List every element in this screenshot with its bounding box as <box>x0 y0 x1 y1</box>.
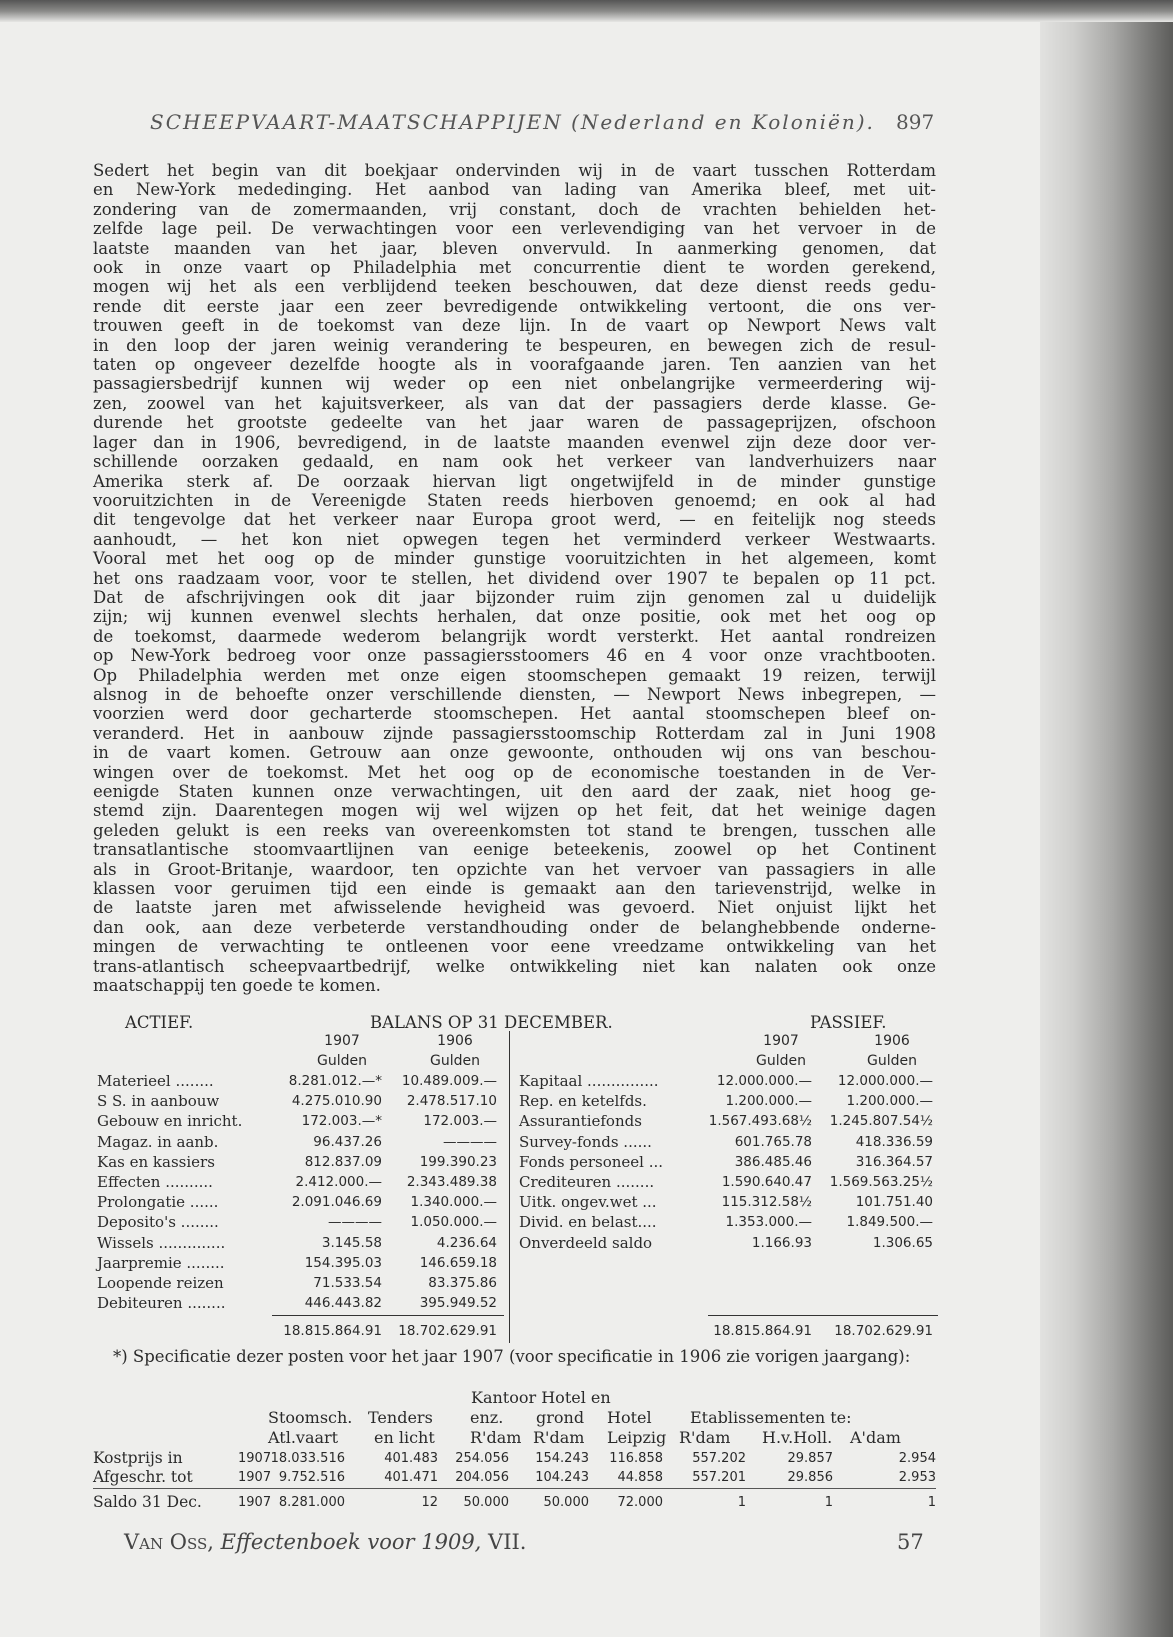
specificatie-cell: 50.000 <box>543 1495 589 1510</box>
passief-item-label: Crediteuren ........ <box>519 1172 655 1191</box>
paragraph-line: ook in onze vaart op Philadelphia met concurrentie dient te worden gerekend, <box>93 258 936 278</box>
kantoor-header: Kantoor Hotel en <box>471 1388 611 1407</box>
passief-label: PASSIEF. <box>810 1013 887 1032</box>
actief-value-1906: 2.343.489.38 <box>406 1173 497 1190</box>
specificatie-cell: 8.281.000 <box>278 1495 345 1510</box>
specificatie-header: Etablissementen te: <box>690 1408 852 1427</box>
paragraph-line: Vooral met het oog op de minder gunstige vooruitzichten in het algemeen, komt <box>93 549 936 569</box>
specificatie-cell: 557.201 <box>692 1470 746 1485</box>
passief-value-1907: 12.000.000.— <box>716 1073 812 1089</box>
actief-value-1907: 2.091.046.69 <box>291 1194 382 1211</box>
paragraph-line: wingen over de toekomst. Met het oog op de economische toestanden in de Ver- <box>93 762 936 782</box>
specificatie-header: Tenders <box>368 1408 433 1427</box>
actief-item-label: S S. in aanbouw <box>97 1092 220 1111</box>
body-paragraph <box>93 161 936 995</box>
actief-item-label: Wissels .............. <box>97 1233 226 1252</box>
specificatie-subheader: R'dam <box>679 1428 731 1447</box>
actief-item-label: Effecten .......... <box>97 1172 213 1191</box>
balans-divider <box>509 1031 510 1343</box>
specificatie-cell: 1 <box>737 1495 746 1510</box>
actief-value-1907: 3.145.58 <box>321 1234 382 1251</box>
specificatie-header: Stoomsch. <box>268 1408 353 1427</box>
actief-value-1907: 8.281.012.—* <box>288 1073 382 1089</box>
specificatie-subheader: en licht <box>374 1428 435 1447</box>
paragraph-line: lager dan in 1906, bevredigend, in de laatste maanden evenwel zijn deze door ver- <box>93 432 936 452</box>
paragraph-line: zen, zoowel van het kajuitsverkeer, als van dat der passagiers derde klasse. Ge- <box>93 393 936 413</box>
specificatie-cell: 29.856 <box>787 1470 833 1485</box>
actief-value-1906: 10.489.009.— <box>401 1073 497 1089</box>
specificatie-cell: 254.056 <box>455 1451 509 1466</box>
specificatie-header: enz. <box>470 1408 504 1427</box>
paragraph-line: dan ook, aan deze verbeterde verstandhouding onder de belanghebbende onderne- <box>93 917 936 937</box>
actief-item-label: Jaarpremie ........ <box>97 1253 225 1272</box>
specificatie-subheader: A'dam <box>850 1428 901 1447</box>
paragraph-line: mingen de verwachting te ontleenen voor eene vreedzame ontwikkeling van het <box>93 937 936 957</box>
actief-value-1906: 395.949.52 <box>419 1295 497 1312</box>
passief-item-label: Fonds personeel ... <box>519 1152 664 1171</box>
specificatie-subheader: R'dam <box>470 1428 522 1447</box>
specificatie-row-label: Afgeschr. tot <box>93 1468 193 1486</box>
specificatie-header: Hotel <box>607 1408 652 1427</box>
specificatie-cell: 29.857 <box>787 1451 833 1466</box>
specificatie-note: *) Specificatie dezer posten voor het jaar 1907 (voor specificatie in 1906 zie vorigen jaargang): <box>113 1347 911 1366</box>
paragraph-line: mogen wij het als een verblijdend teeken beschouwen, dat deze dienst reeds gedu- <box>93 277 936 297</box>
actief-value-1906: 2.478.517.10 <box>406 1093 497 1110</box>
paragraph-line: en New-York mededinging. Het aanbod van lading van Amerika bleef, met uit- <box>93 180 936 200</box>
passief-value-1906: 101.751.40 <box>855 1194 933 1211</box>
page-number: 897 <box>896 110 935 134</box>
footer-author: Van Oss, <box>124 1530 214 1554</box>
page-footer <box>124 1530 526 1554</box>
actief-year-1906: 1906 <box>437 1033 473 1049</box>
specificatie-subheader: Atl.vaart <box>268 1428 339 1447</box>
footer-volume: VII. <box>488 1530 527 1554</box>
actief-value-1906: 146.659.18 <box>419 1254 497 1271</box>
specificatie-row-label: Kostprijs in <box>93 1449 183 1467</box>
page-top-shadow <box>0 0 1173 22</box>
specificatie-subheader: H.v.Holl. <box>762 1428 833 1447</box>
specificatie-cell: 9.752.516 <box>278 1470 345 1485</box>
actief-item-label: Deposito's ........ <box>97 1213 219 1232</box>
actief-value-1906: 1.050.000.— <box>410 1214 497 1231</box>
paragraph-line: de laatste jaren met afwisselende hevigheid was gevoerd. Niet onjuist lijkt het <box>93 898 936 918</box>
specificatie-subheader: Leipzig <box>607 1428 667 1447</box>
actief-value-1907: 2.412.000.— <box>295 1173 382 1190</box>
paragraph-line: Sedert het begin van dit boekjaar ondervinden wij in de vaart tusschen Rotterdam <box>93 161 936 180</box>
paragraph-line: aanhoudt, — het kon niet opwegen tegen het verminderd verkeer Westwaarts. <box>93 529 936 549</box>
specificatie-cell: 2.953 <box>898 1470 936 1485</box>
actief-item-label: Prolongatie ...... <box>97 1193 219 1212</box>
paragraph-line: laatste maanden van het jaar, bleven onvervuld. In aanmerking genomen, dat <box>93 238 936 258</box>
actief-value-1906: 4.236.64 <box>436 1234 497 1251</box>
specificatie-cell: 154.243 <box>535 1451 589 1466</box>
passief-item-label: Kapitaal ............... <box>519 1072 659 1090</box>
passief-item-label: Survey-fonds ...... <box>519 1132 652 1151</box>
specificatie-row-year: 1907 <box>238 1451 272 1466</box>
paragraph-line: vooruitzichten in de Vereenigde Staten reeds hierboven genoemd; en ook al had <box>93 490 936 510</box>
actief-total-1907: 18.815.864.91 <box>283 1323 382 1339</box>
specificatie-cell: 1 <box>824 1495 833 1510</box>
passief-value-1907: 1.353.000.— <box>725 1214 812 1231</box>
passief-item-label: Rep. en ketelfds. <box>519 1092 647 1111</box>
actief-value-1907: 446.443.82 <box>304 1295 382 1312</box>
paragraph-line: dit tengevolge dat het verkeer naar Europa groot werd, — en feitelijk nog steeds <box>93 510 936 530</box>
paragraph-line: zondering van de zomermaanden, vrij constant, doch de vrachten behielden het- <box>93 199 936 219</box>
paragraph-line: de toekomst, daarmede wederom belangrijk wordt versterkt. Het aantal rondreizen <box>93 626 936 646</box>
running-head: SCHEEPVAART-MAATSCHAPPIJEN (Nederland en Koloniën). <box>150 110 875 134</box>
paragraph-line: Op Philadelphia werden met onze eigen stoomschepen gemaakt 19 reizen, terwijl <box>93 665 936 685</box>
paragraph-line: taten op ongeveer dezelfde hoogte als in voorafgaande jaren. Ten aanzien van het <box>93 355 936 375</box>
specificatie-header: grond <box>536 1408 585 1427</box>
passief-value-1907: 601.765.78 <box>734 1133 812 1150</box>
paragraph-line: stemd zijn. Daarentegen mogen wij wel wijzen op het feit, dat het weinige dagen <box>93 801 936 821</box>
passief-value-1906: 1.306.65 <box>872 1234 933 1251</box>
book-edge <box>1040 0 1173 1637</box>
passief-item-label: Divid. en belast.... <box>519 1213 657 1232</box>
specificatie-cell: 1 <box>927 1495 936 1510</box>
passief-value-1906: 1.200.000.— <box>846 1093 933 1110</box>
passief-currency-1907: Gulden <box>756 1053 806 1070</box>
passief-year-1906: 1906 <box>874 1033 910 1049</box>
paragraph-line: durende het grootste gedeelte van het jaar waren de passageprijzen, ofschoon <box>93 413 936 433</box>
passief-value-1907: 386.485.46 <box>734 1153 812 1170</box>
passief-currency-1906: Gulden <box>867 1053 917 1070</box>
actief-year-1907: 1907 <box>324 1033 360 1049</box>
paragraph-line: passagiersbedrijf kunnen wij weder op een niet onbelangrijke vermeerdering wij- <box>93 374 936 394</box>
paragraph-line: in de vaart komen. Getrouw aan onze gewoonte, onthouden wij ons van beschou- <box>93 743 936 763</box>
passief-values-1907 <box>695 1071 812 1253</box>
specificatie-cell: 2.954 <box>898 1451 936 1466</box>
actief-value-1906: 83.375.86 <box>428 1274 497 1291</box>
paragraph-line: klassen voor geruimen tijd een einde is gemaakt aan den tarievenstrijd, welke in <box>93 879 936 899</box>
passief-item-label: Onverdeeld saldo <box>519 1233 653 1252</box>
passief-value-1907: 1.166.93 <box>751 1234 812 1251</box>
specificatie-cell: 204.056 <box>455 1470 509 1485</box>
actief-item-label: Magaz. in aanb. <box>97 1132 219 1151</box>
specificatie-cell: 72.000 <box>617 1495 663 1510</box>
paragraph-line: geleden gelukt is een reeks van overeenkomsten tot stand te brengen, tusschen alle <box>93 820 936 840</box>
actief-value-1906: 172.003.— <box>423 1113 497 1130</box>
paragraph-line: als in Groot-Britanje, waardoor, ten opzichte van het vervoer van passagiers in alle <box>93 859 936 879</box>
actief-value-1907: ———— <box>328 1214 382 1231</box>
passief-value-1906: 1.849.500.— <box>846 1214 933 1231</box>
paragraph-line: rende dit eerste jaar een zeer bevredigende ontwikkeling vertoont, die ons ver- <box>93 296 936 316</box>
actief-value-1907: 172.003.—* <box>301 1113 382 1130</box>
paragraph-line: trouwen geeft in de toekomst van deze lijn. In de vaart op Newport News valt <box>93 316 936 336</box>
actief-value-1907: 812.837.09 <box>304 1153 382 1170</box>
passief-year-1907: 1907 <box>763 1033 799 1049</box>
paragraph-line: zijn; wij kunnen evenwel slechts herhalen, dat onze positie, ook met het oog op <box>93 607 936 627</box>
actief-values-1907 <box>270 1071 382 1313</box>
actief-total-rule <box>272 1315 504 1316</box>
passief-item-label: Uitk. ongev.wet ... <box>519 1193 657 1212</box>
passief-value-1907: 115.312.58½ <box>721 1194 812 1211</box>
actief-labels <box>97 1071 277 1313</box>
paragraph-line: veranderd. Het in aanbouw zijnde passagiersstoomschip Rotterdam zal in Juni 1908 <box>93 723 936 743</box>
actief-item-label: Debiteuren ........ <box>97 1294 226 1313</box>
actief-item-label: Kas en kassiers <box>97 1152 215 1171</box>
paragraph-line: Amerika sterk af. De oorzaak hiervan ligt ongetwijfeld in de minder gunstige <box>93 471 936 491</box>
actief-currency-1907: Gulden <box>317 1053 367 1070</box>
specificatie-row-label: Saldo 31 Dec. <box>93 1493 202 1511</box>
specificatie-cell: 104.243 <box>535 1470 589 1485</box>
specificatie-subheader: R'dam <box>533 1428 585 1447</box>
specificatie-row-year: 1907 <box>238 1470 272 1485</box>
specificatie-cell: 18.033.516 <box>270 1451 345 1466</box>
actief-value-1906: 1.340.000.— <box>410 1194 497 1211</box>
passief-item-label: Assurantiefonds <box>519 1112 642 1131</box>
paragraph-line: Dat de afschrijvingen ook dit jaar bijzonder ruim zijn genomen zal u duidelijk <box>93 587 936 607</box>
footer-page-number: 57 <box>897 1530 924 1554</box>
actief-item-label: Materieel ........ <box>97 1072 214 1090</box>
specificatie-cell: 44.858 <box>617 1470 663 1485</box>
paragraph-line: voorzien werd door gecharterde stoomschepen. Het aantal stoomschepen bleef on- <box>93 704 936 724</box>
passief-value-1906: 1.245.807.54½ <box>829 1113 933 1130</box>
paragraph-line: schillende oorzaken gedaald, en nam ook het verkeer van landverhuizers naar <box>93 452 936 472</box>
paragraph-line: het ons raadzaam voor, voor te stellen, het dividend over 1907 te bepalen op 11 pct. <box>93 568 936 588</box>
actief-value-1906: 199.390.23 <box>419 1153 497 1170</box>
specificatie-cell: 50.000 <box>463 1495 509 1510</box>
specificatie-row-year: 1907 <box>238 1495 272 1510</box>
paragraph-line: transatlantische stoomvaartlijnen van eenige beteekenis, zoowel op het Continent <box>93 840 936 860</box>
balans-title: BALANS OP 31 DECEMBER. <box>370 1013 613 1032</box>
specificatie-cell: 401.483 <box>384 1451 438 1466</box>
paragraph-line: eenigde Staten kunnen onze verwachtingen, uit den aard der zaak, niet hoog ge- <box>93 782 936 801</box>
specificatie-cell: 401.471 <box>384 1470 438 1485</box>
passief-total-1907: 18.815.864.91 <box>713 1323 812 1339</box>
actief-currency-1906: Gulden <box>430 1053 480 1070</box>
passief-values-1906 <box>815 1071 933 1253</box>
specificatie-cell: 116.858 <box>609 1451 663 1466</box>
paragraph-line: maatschappij ten goede te komen. <box>93 976 381 996</box>
actief-value-1907: 71.533.54 <box>313 1274 382 1291</box>
passief-value-1906: 12.000.000.— <box>837 1073 933 1089</box>
passief-value-1906: 316.364.57 <box>855 1153 933 1170</box>
actief-item-label: Loopende reizen <box>97 1273 224 1292</box>
actief-total-1906: 18.702.629.91 <box>398 1323 497 1339</box>
passief-value-1906: 418.336.59 <box>855 1133 933 1150</box>
passief-total-1906: 18.702.629.91 <box>834 1323 933 1339</box>
passief-value-1907: 1.200.000.— <box>725 1093 812 1110</box>
actief-item-label: Gebouw en inricht. <box>97 1112 243 1131</box>
paragraph-line: zelfde lage peil. De verwachtingen voor een verlevendiging van het vervoer in de <box>93 219 936 239</box>
paragraph-line: trans-atlantisch scheepvaartbedrijf, welke ontwikkeling niet kan nalaten ook onze <box>93 956 936 976</box>
passief-value-1906: 1.569.563.25½ <box>829 1173 933 1190</box>
footer-book-title: Effectenboek voor 1909, <box>220 1530 482 1554</box>
specificatie-rule <box>93 1488 936 1489</box>
passief-value-1907: 1.590.640.47 <box>721 1173 812 1190</box>
specificatie-cell: 12 <box>421 1495 438 1510</box>
paragraph-line: in den loop der jaren weinig verandering te bespeuren, en bewegen zich de resul- <box>93 335 936 355</box>
passief-value-1907: 1.567.493.68½ <box>708 1113 812 1130</box>
specificatie-cell: 557.202 <box>692 1451 746 1466</box>
actief-values-1906 <box>385 1071 497 1313</box>
actief-value-1907: 154.395.03 <box>304 1254 382 1271</box>
actief-value-1907: 96.437.26 <box>313 1133 382 1150</box>
paragraph-line: op New-York bedroeg voor onze passagiersstoomers 46 en 4 voor onze vrachtbooten. <box>93 646 936 666</box>
actief-value-1906: ———— <box>443 1133 497 1150</box>
passief-labels <box>519 1071 704 1253</box>
passief-total-rule <box>708 1315 938 1316</box>
actief-label: ACTIEF. <box>125 1013 194 1032</box>
paragraph-line: alsnog in de behoefte onzer verschillende diensten, — Newport News inbegrepen, — <box>93 684 936 704</box>
actief-value-1907: 4.275.010.90 <box>291 1093 382 1110</box>
